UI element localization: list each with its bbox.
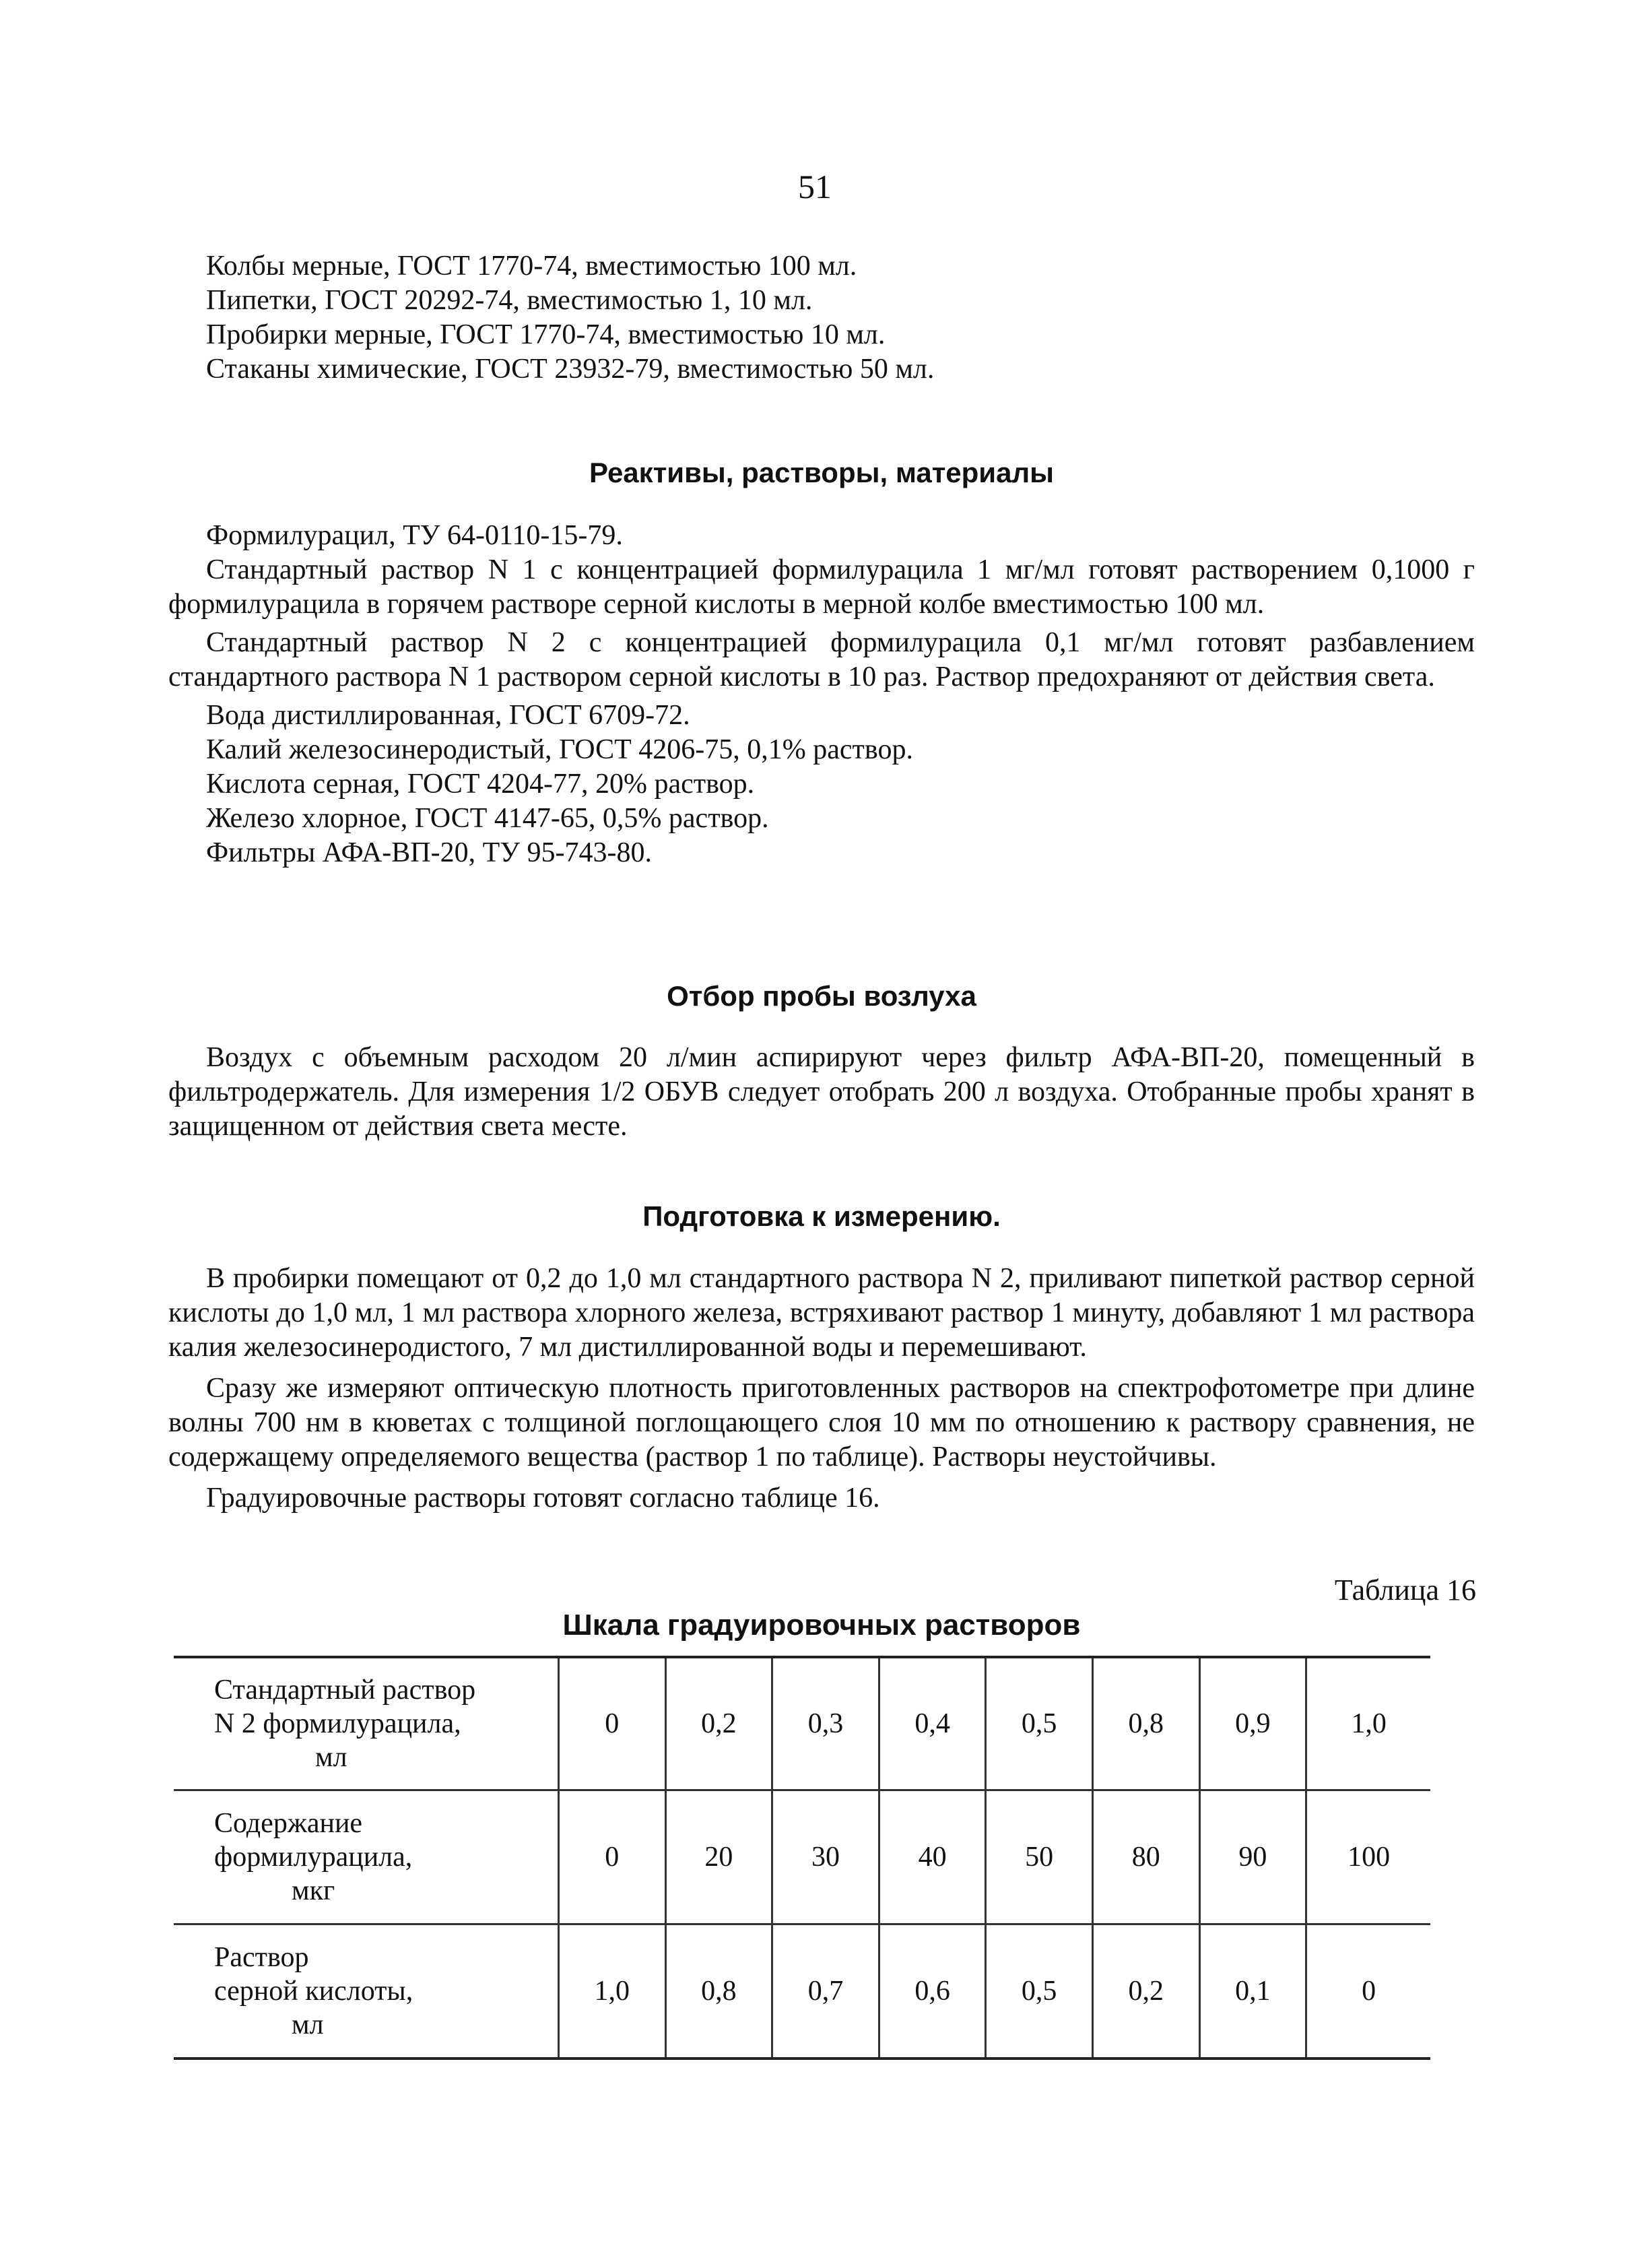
table-cell: 0,5: [986, 1657, 1093, 1790]
table-cell: 0,9: [1199, 1657, 1306, 1790]
reagents-heading: Реактивы, растворы, материалы: [589, 457, 1055, 488]
reagent-item: Фильтры АФА-ВП-20, ТУ 95-743-80.: [206, 837, 652, 868]
table-cell: 0: [559, 1657, 666, 1790]
table-row: [174, 1790, 1430, 1924]
preparation-section: [168, 1262, 1475, 1520]
table-number: Таблица 16: [1334, 1574, 1476, 1607]
table-cell: 40: [879, 1790, 986, 1924]
reagent-item: Формилурацил, ТУ 64-0110-15-79.: [206, 520, 623, 551]
reagent-item: Калий железосинеродистый, ГОСТ 4206-75, 0,1% раствор.: [206, 734, 913, 765]
table-cell: 0,1: [1199, 1924, 1306, 2059]
table-cell: 50: [986, 1790, 1093, 1924]
table-cell: 100: [1306, 1790, 1430, 1924]
row-label: Стандартный раствор N 2 формилурацила, мл: [214, 1675, 476, 1773]
table-cell: 30: [772, 1790, 879, 1924]
row-label: Содержание формилурацила, мкг: [174, 1790, 559, 1924]
preparation-paragraph: Градуировочные растворы готовят согласно таблице 16.: [206, 1483, 880, 1514]
equipment-item: Колбы мерные, ГОСТ 1770-74, вместимостью 100 мл.: [206, 251, 857, 282]
table-row: [174, 1924, 1430, 2059]
reagent-item: Железо хлорное, ГОСТ 4147-65, 0,5% раствор.: [206, 803, 769, 834]
table-cell: 1,0: [1306, 1657, 1430, 1790]
table-title: Шкала градуировочных растворов: [562, 1609, 1081, 1642]
sampling-heading: Отбор пробы возлуха: [667, 980, 976, 1012]
table-cell: 0,8: [1092, 1657, 1199, 1790]
table-cell: 0,6: [879, 1924, 986, 2059]
row-label: Раствор серной кислоты, мл: [174, 1924, 559, 2059]
table-row: [174, 1657, 1430, 1790]
reagent-item: Вода дистиллированная, ГОСТ 6709-72.: [206, 700, 690, 731]
table-cell: 0,8: [665, 1924, 772, 2059]
page-number: 51: [798, 168, 832, 205]
calibration-table: [174, 1656, 1430, 2060]
sampling-text: Воздух с объемным расходом 20 л/мин аспирируют через фильтр АФА-ВП-20, помещенный в фильтродержатель. Для измерения 1/2 ОБУВ следует отобрать 200 л воздуха. Отобранные пробы хранят в защищенном от действия света месте.: [168, 1042, 1475, 1142]
table-cell: 0: [559, 1790, 666, 1924]
preparation-heading: Подготовка к измерению.: [642, 1200, 1001, 1232]
preparation-paragraph: В пробирки помещают от 0,2 до 1,0 мл стандартного раствора N 2, приливают пипеткой раствор серной кислоты до 1,0 мл, 1 мл раствора хлорного железа, встряхивают раствор 1 минуту, добавляют 1 мл раствора калия железосинеродистого, 7 мл дистиллированной воды и перемешивают.: [168, 1263, 1475, 1363]
table-cell: 0: [1306, 1924, 1430, 2059]
table-cell: 90: [1199, 1790, 1306, 1924]
table-cell: 0,4: [879, 1657, 986, 1790]
table-cell: 0,2: [665, 1657, 772, 1790]
reagent-item: Стандартный раствор N 2 с концентрацией формилурацила 0,1 мг/мл готовят разбавлением стандартного раствора N 1 раствором серной кислоты в 10 раз. Раствор предохраняют от действия света.: [168, 627, 1475, 692]
table-cell: 0,5: [986, 1924, 1093, 2059]
equipment-list: [168, 249, 1475, 387]
preparation-paragraph: Сразу же измеряют оптическую плотность приготовленных растворов на спектрофотометре при длине волны 700 нм в кюветах с толщиной поглощающего слоя 10 мм по отношению к раствору сравнения, не содержащему определяемого вещества (раствор 1 по таблице). Растворы неустойчивы.: [168, 1373, 1475, 1472]
reagent-item: Кислота серная, ГОСТ 4204-77, 20% раствор.: [206, 769, 755, 800]
table-cell: 1,0: [559, 1924, 666, 2059]
reagents-list: [168, 519, 1475, 870]
table-cell: 0,7: [772, 1924, 879, 2059]
equipment-item: Пипетки, ГОСТ 20292-74, вместимостью 1, 10 мл.: [206, 285, 813, 316]
equipment-item: Пробирки мерные, ГОСТ 1770-74, вместимостью 10 мл.: [206, 319, 886, 350]
table-cell: 80: [1092, 1790, 1199, 1924]
equipment-item: Стаканы химические, ГОСТ 23932-79, вместимостью 50 мл.: [206, 354, 935, 385]
reagent-item: Стандартный раствор N 1 с концентрацией формилурацила 1 мг/мл готовят растворением 0,1000 г формилурацила в горячем растворе серной кислоты в мерной колбе вместимостью 100 мл.: [168, 554, 1475, 620]
table-cell: 0,3: [772, 1657, 879, 1790]
table-cell: 20: [665, 1790, 772, 1924]
sampling-section: [168, 1041, 1475, 1148]
table-cell: 0,2: [1092, 1924, 1199, 2059]
